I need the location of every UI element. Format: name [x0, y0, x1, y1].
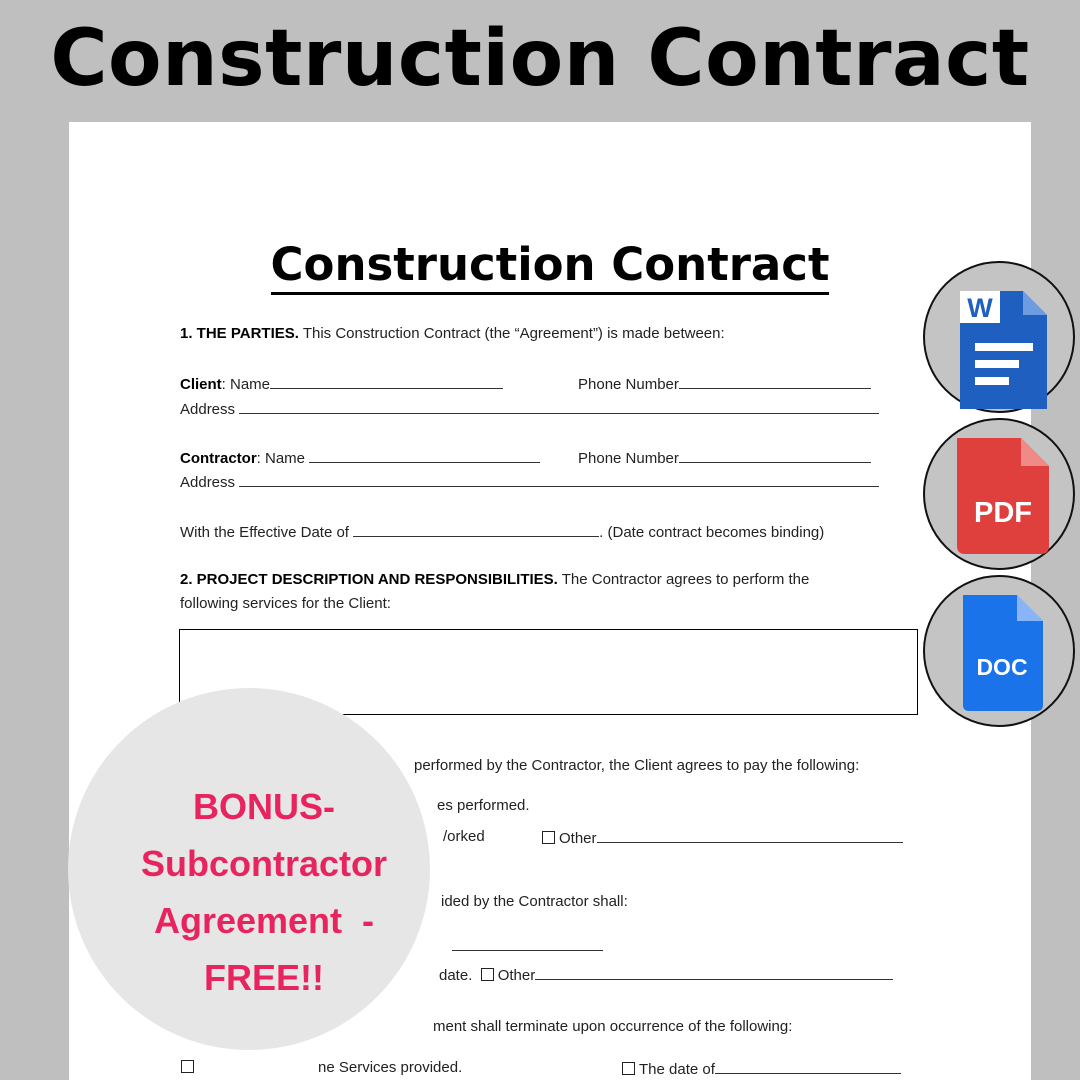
termination-date-field[interactable] — [715, 1059, 901, 1074]
other-field-2[interactable] — [535, 965, 893, 980]
contractor-address-label: Address — [180, 474, 236, 491]
client-name-row — [180, 374, 503, 393]
termination-line — [433, 1018, 792, 1035]
section2-text1: The Contractor agrees to perform the — [557, 571, 810, 588]
payment-line — [414, 757, 859, 774]
bonus-line-4: FREE!! — [204, 957, 324, 998]
other-label-2: Other — [497, 967, 536, 984]
materials-blank-row — [452, 936, 603, 955]
start-date-row — [439, 965, 893, 984]
doc-icon — [925, 577, 1073, 725]
contractor-phone-label: Phone Number — [578, 450, 679, 467]
contractor-name-label: : Name — [256, 450, 306, 467]
bonus-line-2: Subcontractor — [140, 843, 388, 884]
termination-services-row — [318, 1059, 462, 1076]
bonus-text — [68, 778, 460, 1006]
section1-heading: 1. THE PARTIES. — [180, 325, 299, 342]
word-badge — [923, 261, 1075, 413]
contractor-name-row — [180, 448, 540, 467]
document-title-text: Construction Contract — [271, 238, 830, 295]
termination-services-text: ne Services provided. — [318, 1059, 463, 1076]
pdf-badge — [923, 418, 1075, 570]
section2-line1 — [180, 571, 809, 588]
doc-badge — [923, 575, 1075, 727]
contractor-phone-row — [578, 448, 871, 467]
other-label: Other — [559, 830, 597, 847]
contractor-phone-field[interactable] — [679, 448, 871, 463]
payment-text: performed by the Contractor, the Client agrees to pay the following: — [414, 757, 860, 774]
termination-date-checkbox[interactable] — [622, 1062, 635, 1075]
contractor-name-field[interactable] — [309, 448, 540, 463]
word-badge-letter: W — [967, 293, 993, 323]
other-checkbox-2[interactable] — [481, 968, 494, 981]
contractor-label: Contractor — [180, 450, 257, 467]
termination-option-row — [181, 1059, 198, 1076]
section1-line — [180, 325, 725, 342]
section2-heading: 2. PROJECT DESCRIPTION AND RESPONSIBILITIES. — [180, 571, 558, 588]
client-phone-label: Phone Number — [578, 376, 679, 393]
client-phone-field[interactable] — [679, 374, 871, 389]
client-phone-row — [578, 374, 871, 393]
section1-text: This Construction Contract (the “Agreement”) is made between: — [298, 325, 725, 342]
termination-date-row — [622, 1059, 901, 1078]
client-label: Client — [180, 376, 222, 393]
effective-date-prefix: With the Effective Date of — [180, 524, 349, 541]
payment-text2: es performed. — [437, 797, 530, 814]
termination-checkbox[interactable] — [181, 1060, 194, 1073]
pdf-badge-label: PDF — [974, 497, 1032, 529]
client-address-field[interactable] — [239, 399, 879, 414]
pdf-icon — [925, 420, 1073, 568]
banner-title: Construction Contract — [50, 14, 1030, 104]
payment-other-row — [542, 828, 903, 847]
materials-line — [441, 893, 628, 910]
client-name-field[interactable] — [270, 374, 503, 389]
document-title — [0, 238, 1080, 291]
effective-date-row — [180, 522, 824, 541]
word-icon — [925, 263, 1073, 411]
hours-worked-text: /orked — [443, 828, 485, 845]
client-name-label: : Name — [221, 376, 271, 393]
client-address-row — [180, 399, 879, 418]
section2-text2: following services for the Client: — [180, 595, 391, 612]
materials-text: ided by the Contractor shall: — [441, 893, 628, 910]
section2-line2 — [180, 595, 391, 612]
bonus-line-1: BONUS- — [193, 786, 335, 827]
termination-text: ment shall terminate upon occurrence of the following: — [433, 1018, 793, 1035]
effective-date-field[interactable] — [353, 522, 599, 537]
start-date-text: date. — [439, 967, 473, 984]
termination-date-label: The date of — [639, 1061, 715, 1078]
effective-date-suffix: . (Date contract becomes binding) — [599, 524, 825, 541]
client-address-label: Address — [180, 401, 236, 418]
other-checkbox[interactable] — [542, 831, 555, 844]
contractor-address-row — [180, 472, 879, 491]
doc-badge-label: DOC — [976, 654, 1028, 680]
bonus-line-3: Agreement - — [153, 900, 375, 941]
contractor-address-field[interactable] — [239, 472, 879, 487]
materials-field[interactable] — [452, 936, 603, 951]
other-field[interactable] — [597, 828, 903, 843]
